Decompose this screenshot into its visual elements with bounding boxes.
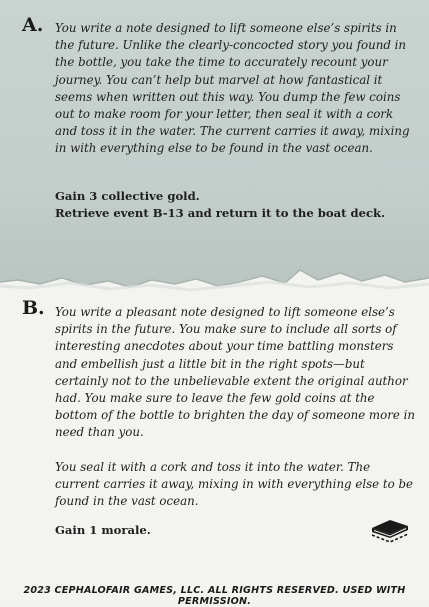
option-a-rewards [55, 188, 417, 222]
copyright-footer: 2023 CEPHALOFAIR GAMES, LLC. ALL RIGHTS RESERVED. USED WITH PERMISSION. [23, 585, 406, 607]
reward-line: Retrieve event B-13 and return it to the boat deck. [55, 206, 386, 221]
option-b-paragraph: You seal it with a cork and toss it into the water. The current carries it away, mixing in with everything else to be found in the vast ocean. [55, 459, 414, 509]
option-b-rewards [55, 522, 417, 539]
option-b-text [55, 304, 417, 510]
option-b-paragraph: You write a pleasant note designed to lift someone else’s spirits in the future. You make sure to include all sorts of interesting anecdotes about your time battling monsters and embellish just a little bit in the right spots—but certainly not to the unbelievable extent the original author had. You make sure to leave the few gold coins at the bottom of the bottle to brighten the day of someone more in need than you. [55, 305, 415, 440]
card-stack-icon [368, 514, 412, 544]
option-a-letter: A. [22, 14, 44, 36]
option-b-letter: B. [22, 297, 45, 319]
reward-line: Gain 1 morale. [55, 523, 151, 537]
torn-paper-edge [0, 240, 429, 310]
option-a-text [55, 20, 417, 158]
reward-line: Gain 3 collective gold. [55, 189, 200, 203]
option-a-paragraph: You write a note designed to lift someone else’s spirits in the future. Unlike the clearly-concocted story you found in the bottle, you take the time to accurately recount your journey. You can’t help but marvel at how fantastical it seems when written out this way. You dump the few coins out to make room for your letter, then seal it with a cork and toss it in the water. The current carries it away, mixing in with everything else to be found in the vast ocean. [55, 21, 410, 156]
